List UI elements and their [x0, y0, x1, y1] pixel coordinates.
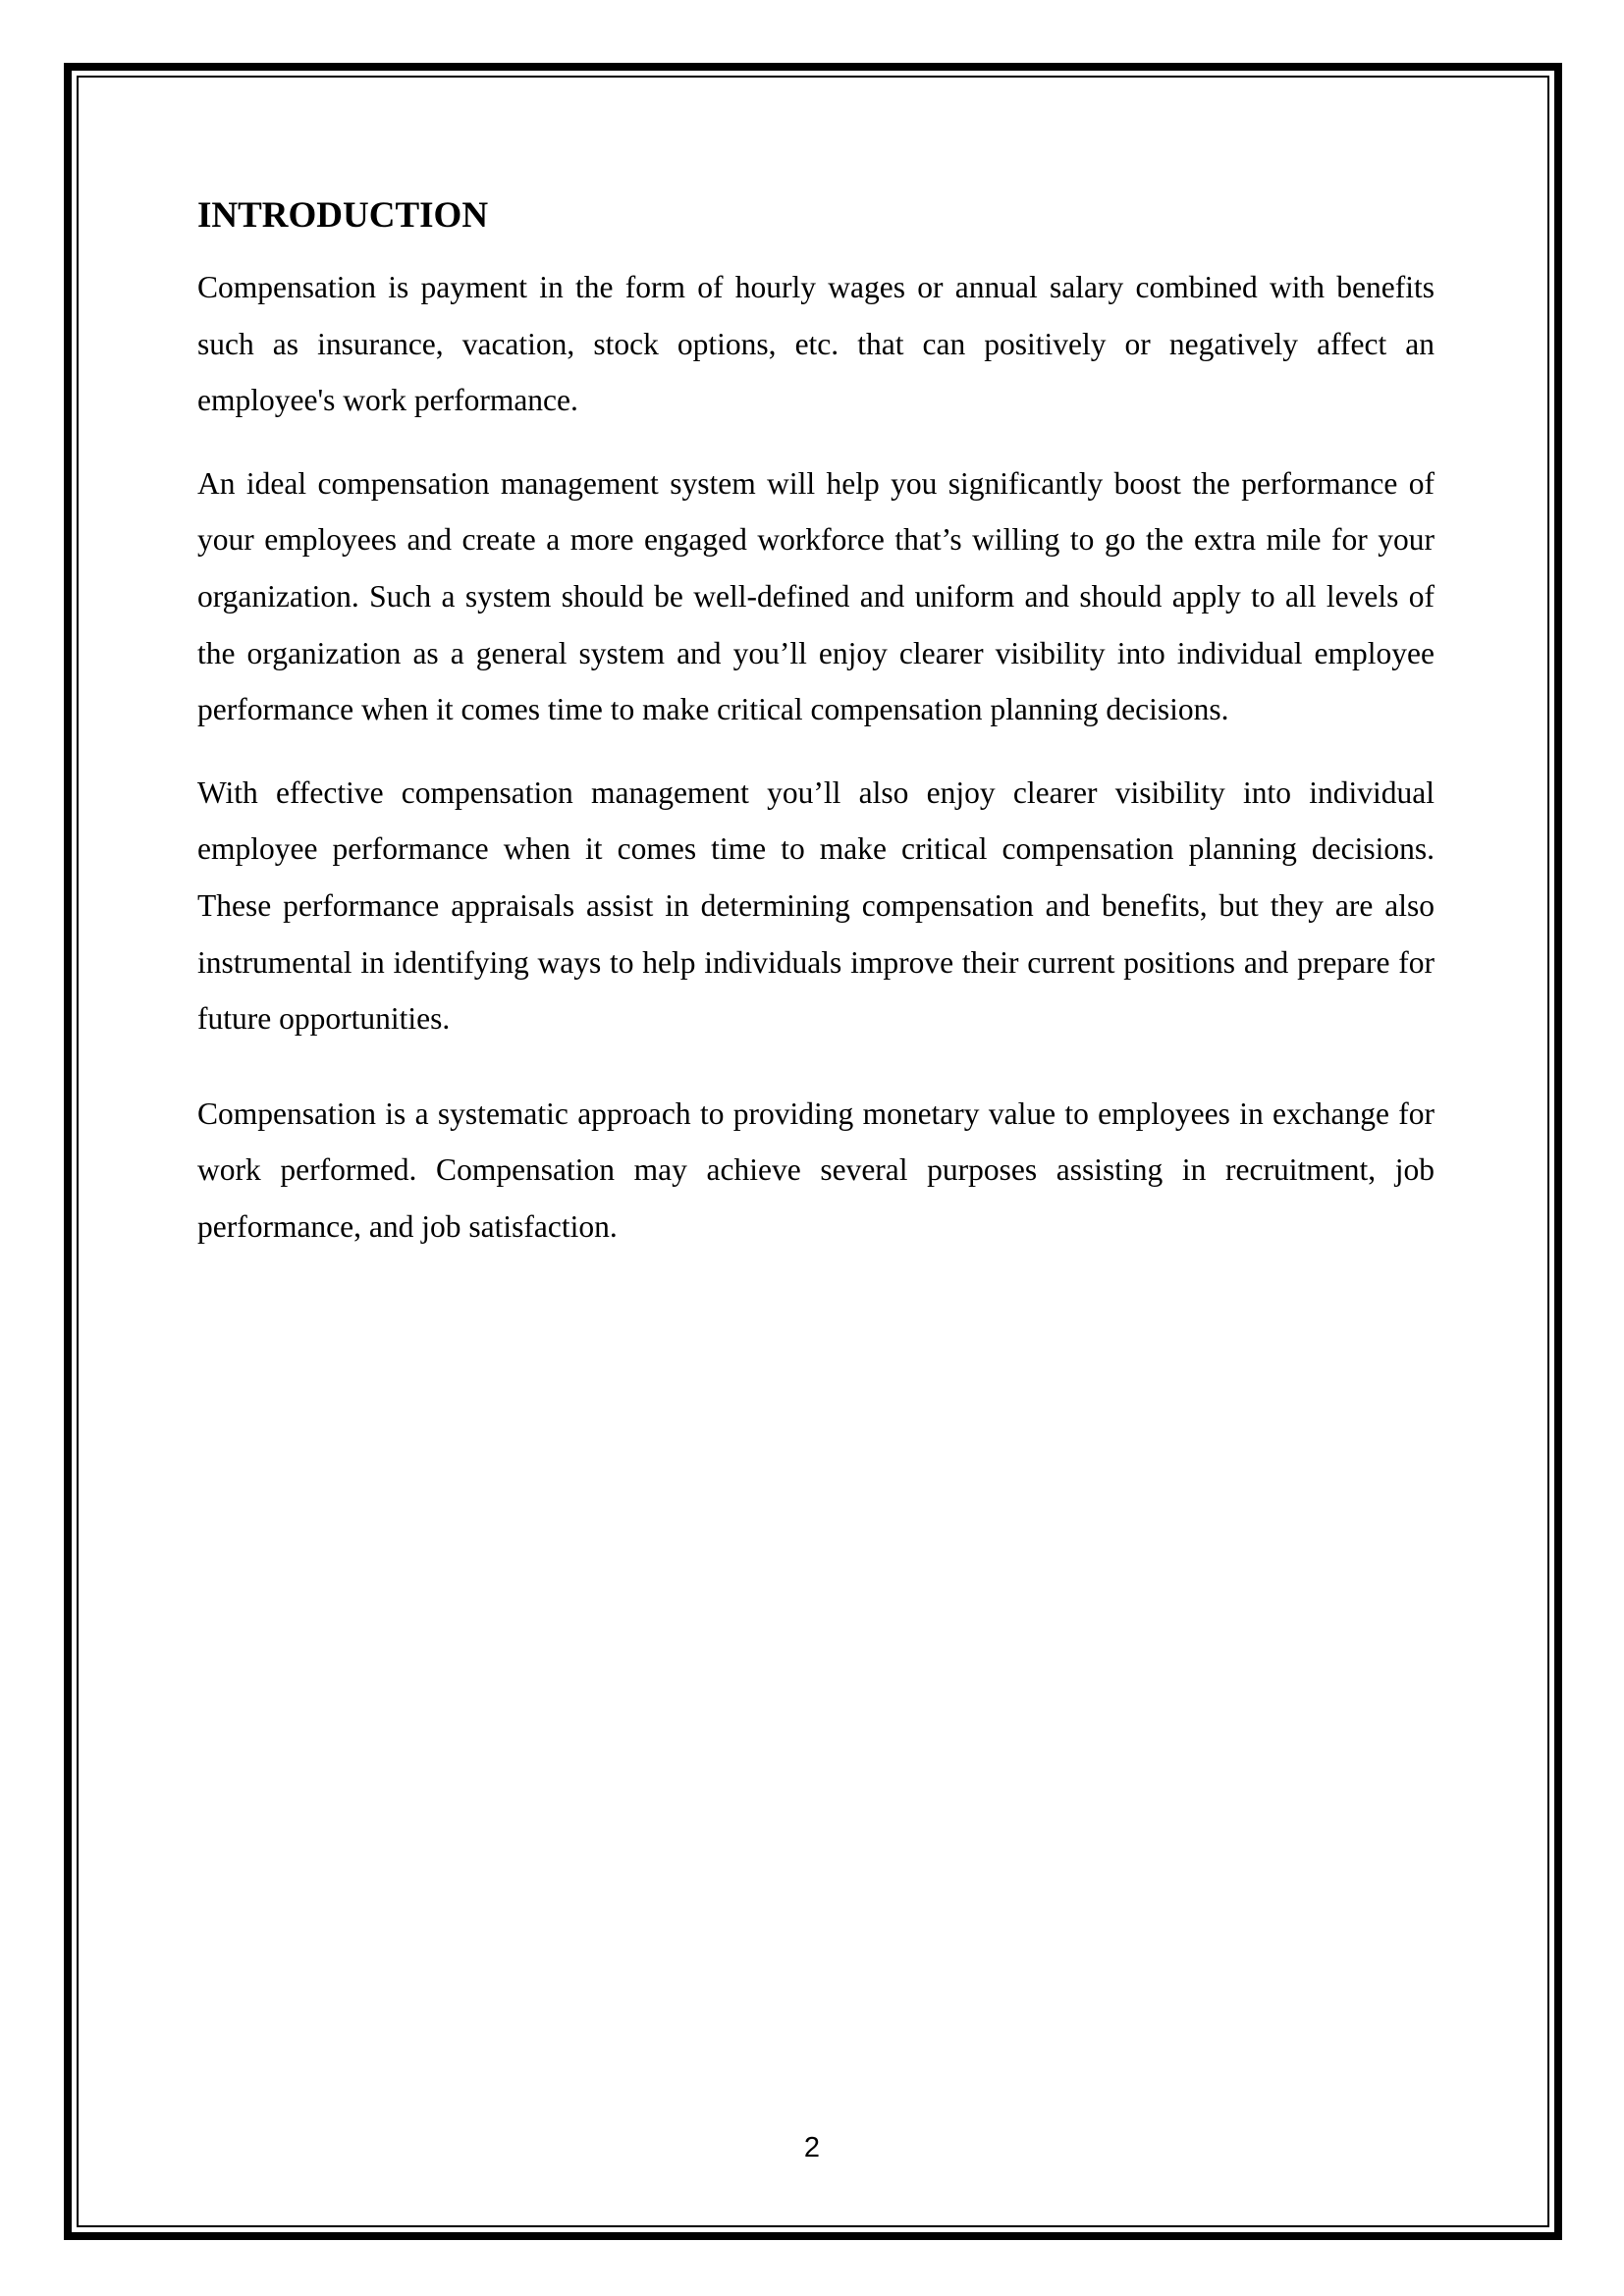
page-content: [197, 192, 1435, 1255]
paragraph-3: With effective compensation management you’ll also enjoy clearer visibility into individual employee performance when it comes time to make critical compensation planning decisions. These performance appraisals assist in determining compensation and benefits, but they are also instrumental in identifying ways to help individuals improve their current positions and prepare for future opportunities.: [197, 774, 1435, 1037]
page-number: 2: [803, 2132, 821, 2163]
section-heading: INTRODUCTION: [197, 195, 489, 236]
paragraph-1: Compensation is payment in the form of hourly wages or annual salary combined with benefits such as insurance, vacation, stock options, etc. that can positively or negatively affect an employee's work performance.: [197, 270, 1435, 418]
paragraph-2: An ideal compensation management system will help you significantly boost the performance of your employees and create a more engaged workforce that’s willing to go the extra mile for your organization. Such a system should be well-defined and uniform and should apply to all levels of the organization as a general system and you’ll enjoy clearer visibility into individual employee performance when it comes time to make critical compensation planning decisions.: [197, 465, 1435, 727]
paragraph-4: Compensation is a systematic approach to providing monetary value to employees in exchange for work performed. Compensation may achieve several purposes assisting in recruitment, job performance, and job satisfaction.: [197, 1095, 1435, 1244]
